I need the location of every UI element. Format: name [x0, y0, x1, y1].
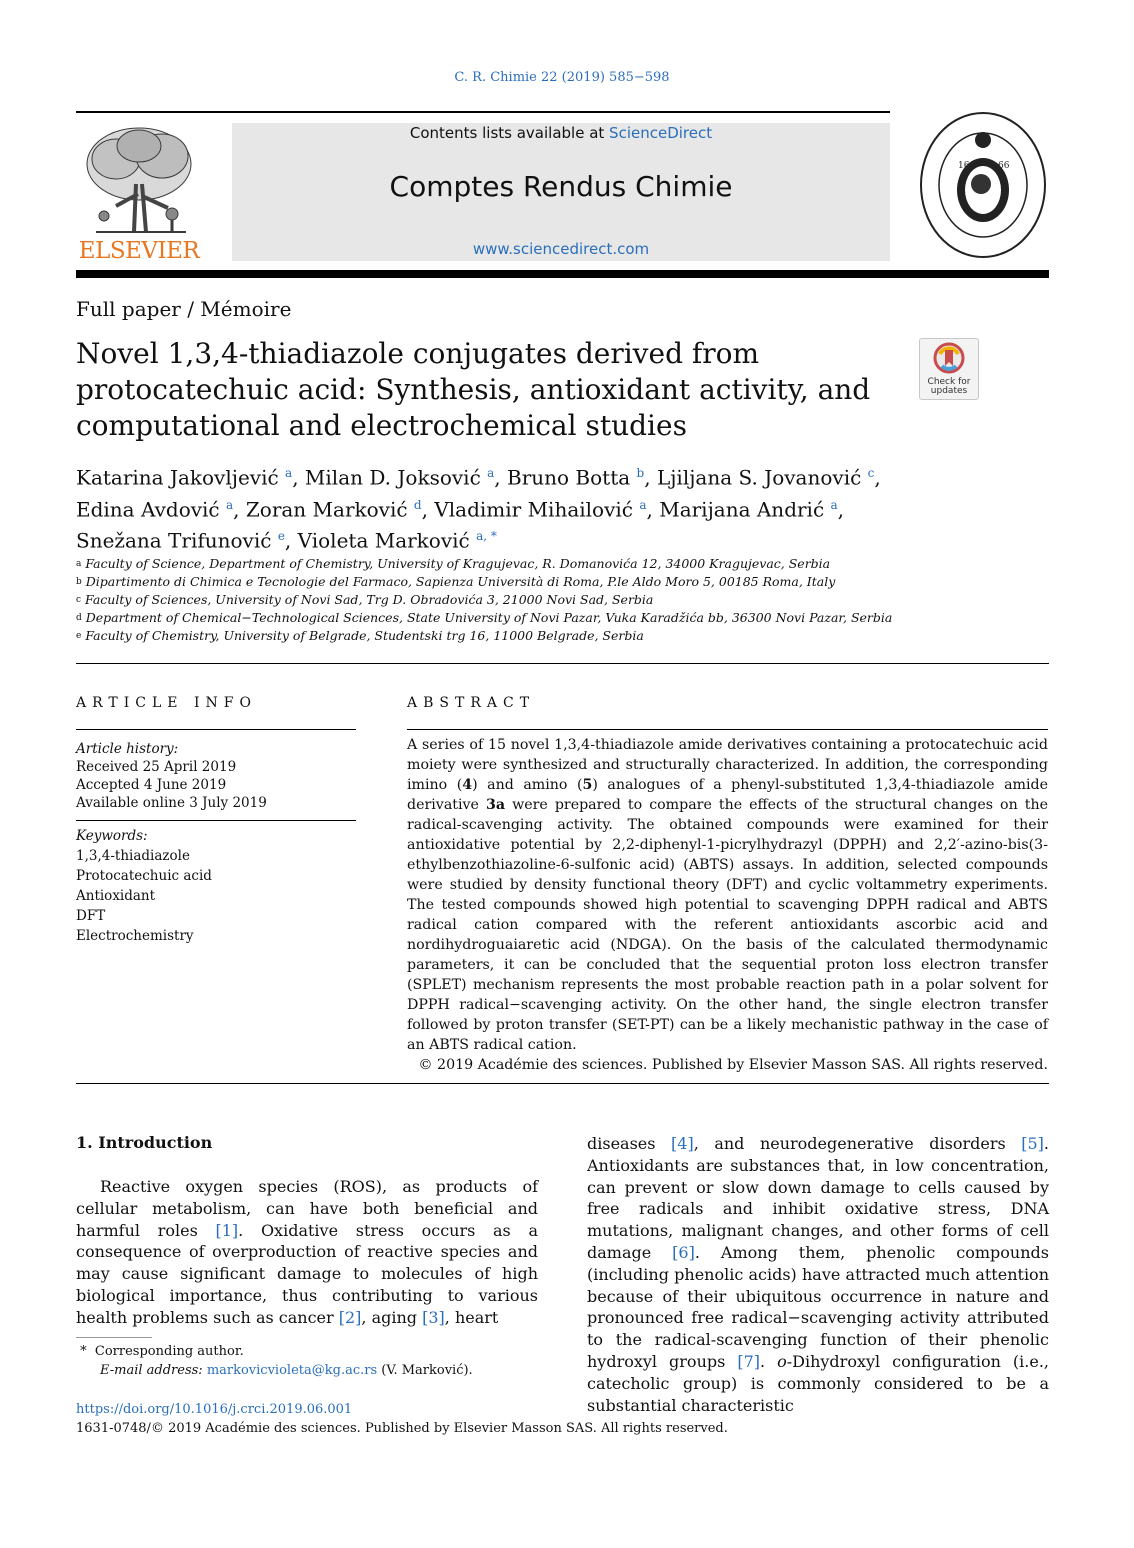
footnote-marker: * — [80, 1344, 87, 1359]
author-affiliation-mark[interactable]: b — [636, 466, 645, 480]
journal-citation[interactable]: C. R. Chimie 22 (2019) 585−598 — [454, 70, 670, 85]
corresponding-author-mark[interactable]: a, * — [476, 529, 497, 544]
footnote — [76, 1342, 473, 1380]
keyword: 1,3,4-thiadiazole — [76, 848, 190, 864]
issn-copyright: 1631-0748/© 2019 Académie des sciences. Published by Elsevier Masson SAS. All rights reserved. — [76, 1421, 728, 1436]
sciencedirect-link[interactable]: ScienceDirect — [609, 124, 713, 142]
keywords-label: Keywords: — [76, 828, 148, 844]
article-info-heading: ARTICLE INFO — [76, 695, 257, 711]
reference-link[interactable]: [4] — [671, 1134, 694, 1153]
author: Edina Avdović — [76, 497, 220, 522]
article-history — [76, 740, 356, 812]
doi-link[interactable]: https://doi.org/10.1016/j.crci.2019.06.001 — [76, 1402, 353, 1417]
history-label: Article history: — [76, 741, 179, 757]
svg-text:16: 16 — [958, 161, 970, 171]
keywords-rule — [76, 820, 356, 821]
section-heading-introduction: 1. Introduction — [76, 1133, 213, 1152]
author-affiliation-mark[interactable]: e — [277, 529, 285, 544]
affiliation-list — [76, 555, 1056, 645]
journal-url-link[interactable]: www.sciencedirect.com — [472, 240, 650, 258]
history-received: Received 25 April 2019 — [76, 759, 237, 775]
reference-link[interactable]: [5] — [1021, 1134, 1044, 1153]
email-link[interactable]: markovicvioleta@kg.ac.rs — [206, 1363, 378, 1378]
intro-column-left: Reactive oxygen species (ROS), as products of cellular metabolism, can have both beneficial and harmful roles [1]. Oxidative stress occurs as a consequence of overproduction of reactive species and may cause significant damage to molecules of high biological importance, thus contributing to various health problems such as cancer [2], aging [3], heart — [76, 1177, 538, 1327]
section-type: Full paper / Mémoire — [76, 297, 292, 321]
page-footer — [76, 1400, 728, 1438]
affiliation-item: $^e$ Faculty of Chemistry, University of Belgrade, Studentski trg 16, 11000 Belgrade, Serbia — [76, 628, 644, 643]
check-for-updates-label: Check for updates — [927, 377, 971, 396]
keywords — [76, 826, 356, 946]
history-accepted: Accepted 4 June 2019 — [76, 777, 227, 793]
author-affiliation-mark[interactable]: a — [285, 466, 293, 480]
footnote-rule — [76, 1337, 152, 1338]
corresponding-author-label: Corresponding author. — [94, 1344, 244, 1359]
affiliation-item: $^b$ Dipartimento di Chimica e Tecnologie del Farmaco, Sapienza Università di Roma, P.le Aldo Moro 5, 00185 Roma, Italy — [76, 574, 836, 589]
author: Bruno Botta — [507, 465, 631, 490]
reference-link[interactable]: [6] — [672, 1242, 695, 1262]
email-label: E-mail address: — [100, 1363, 207, 1378]
author-affiliation-mark[interactable]: a — [830, 497, 838, 512]
abstract-copyright: © 2019 Académie des sciences. Published by Elsevier Masson SAS. All rights reserved. — [418, 1057, 1048, 1073]
journal-title: Comptes Rendus Chimie — [389, 170, 733, 203]
academie-seal-logo — [918, 110, 1048, 260]
contents-line — [232, 124, 890, 142]
reference-link[interactable]: [2] — [338, 1307, 362, 1327]
email-suffix: (V. Marković). — [377, 1363, 473, 1378]
keyword: DFT — [76, 908, 106, 924]
author-affiliation-mark[interactable]: a — [487, 466, 495, 480]
affiliation-item: $^d$ Department of Chemical−Technological Sciences, State University of Novi Pazar, Vuka Karadžića bb, 36300 Novi Pazar, Serbia — [76, 610, 893, 625]
abstract-rule — [407, 729, 1048, 730]
abstract-text: A series of 15 novel 1,3,4-thiadiazole amide derivatives containing a protocatechuic acid moiety were synthesized and structurally characterized. In addition, the corresponding imino (4) and amino (5) analogues of a phenyl-substituted 1,3,4-thiadiazole amide derivative 3a were prepared to compare the effects of the structural changes on the radical-scavenging activity. The obtained compounds were examined for their antioxidative potential by 2,2-diphenyl-1-picrylhydrazyl (DPPH) and 2,2′-azino-bis(3-ethylbenzothiazoline-6-sulfonic acid) (ABTS) assays. In addition, selected compounds were studied by density functional theory (DFT) and cyclic voltammetry experiments. The tested compounds showed high potential to scavenging DPPH radical and ABTS radical cation compared with the referent antioxidants ascorbic acid and nordihydroguaiaretic acid (NDGA). On the basis of the calculated thermodynamic parameters, it can be concluded that the sequential proton loss electron transfer (SPLET) mechanism represents the most probable reaction path in a polar solvent for DPPH radical−scavenging activity. On the other hand, the single electron transfer followed by proton transfer (SET-PT) can be a likely mechanistic pathway in the case of an ABTS radical cation. © 2019 Académie des sciences. Published by Elsevier Masson SAS. All rights reserved. — [407, 737, 1048, 1073]
header-bottom-rule — [76, 270, 1049, 278]
author: Violeta Marković — [297, 528, 470, 553]
author: Vladimir Mihailović — [434, 497, 633, 522]
affiliation-item: $^c$ Faculty of Sciences, University of Novi Sad, Trg D. Obradovića 3, 21000 Novi Sad, Serbia — [76, 592, 654, 607]
reference-link[interactable]: [7] — [737, 1351, 760, 1371]
abstract-heading: ABSTRACT — [407, 695, 536, 711]
abstract-bottom-rule — [76, 1083, 1049, 1084]
reference-link[interactable]: [3] — [422, 1307, 445, 1327]
compound-ref: 4 — [462, 777, 473, 793]
compound-ref: 5 — [582, 777, 593, 793]
author: Snežana Trifunović — [76, 528, 272, 553]
article-info-rule — [76, 729, 356, 730]
author: Ljiljana S. Jovanović — [656, 465, 862, 490]
svg-text:66: 66 — [998, 161, 1010, 171]
author: Zoran Marković — [245, 497, 408, 522]
check-for-updates-button[interactable] — [919, 338, 979, 400]
affiliation-item: $^a$ Faculty of Science, Department of Chemistry, University of Kragujevac, R. Domanovića 12, 34000 Kragujevac, Serbia — [76, 556, 831, 571]
author-affiliation-mark[interactable]: d — [413, 497, 422, 512]
crossmark-icon — [920, 339, 978, 379]
paper-title: Novel 1,3,4-thiadiazole conjugates derived from protocatechuic acid: Synthesis, antioxidant activity, and computational and electrochemical studies — [76, 337, 871, 442]
header-top-rule — [76, 111, 890, 113]
compound-ref: 3a — [485, 797, 506, 813]
author-affiliation-mark[interactable]: c — [867, 466, 875, 480]
contents-prefix: Contents lists available at — [409, 124, 610, 142]
keyword: Antioxidant — [76, 888, 156, 904]
author-affiliation-mark[interactable]: a — [226, 497, 234, 512]
keyword: Electrochemistry — [76, 928, 194, 944]
author: Marijana Andrić — [659, 497, 825, 522]
author: Milan D. Joksović — [304, 465, 481, 490]
history-online: Available online 3 July 2019 — [76, 795, 267, 811]
intro-column-right: diseases [4], and neurodegenerative disorders [5]. Antioxidants are substances that, in low concentration, can prevent or slow down damage to cells caused by free radicals and inhibit oxidative stress, DNA mutations, malignant changes, and other forms of cell damage [6]. Among them, phenolic compounds (including phenolic acids) have attracted much attention because of their ubiquitous occurrence in nature and pronounced free radical−scavenging activity attributed to the radical-scavenging function of their phenolic hydroxyl groups [7]. o-Dihydroxyl configuration (i.e., catecholic group) is commonly considered to be a substantial characteristic — [587, 1134, 1050, 1415]
author-affiliation-mark[interactable]: a — [639, 497, 647, 512]
author-list: Katarina Jakovljević $^a$, Milan D. Joksović $^a$, Bruno Botta $^b$, Ljiljana S. Jovanović $^c$, Edina Avdović $^a$, Zoran Marković $^d$, Vladimir Mihailović $^a$, Marijana Andrić $^a$, Snežana Trifunović $^e$, Violeta Marković $^{a, *}$ — [76, 465, 881, 553]
reference-link[interactable]: [1] — [215, 1220, 239, 1240]
affiliations-divider — [76, 663, 1049, 664]
elsevier-wordmark: ELSEVIER — [78, 238, 200, 264]
keyword: Protocatechuic acid — [76, 868, 212, 884]
author: Katarina Jakovljević — [76, 465, 279, 490]
